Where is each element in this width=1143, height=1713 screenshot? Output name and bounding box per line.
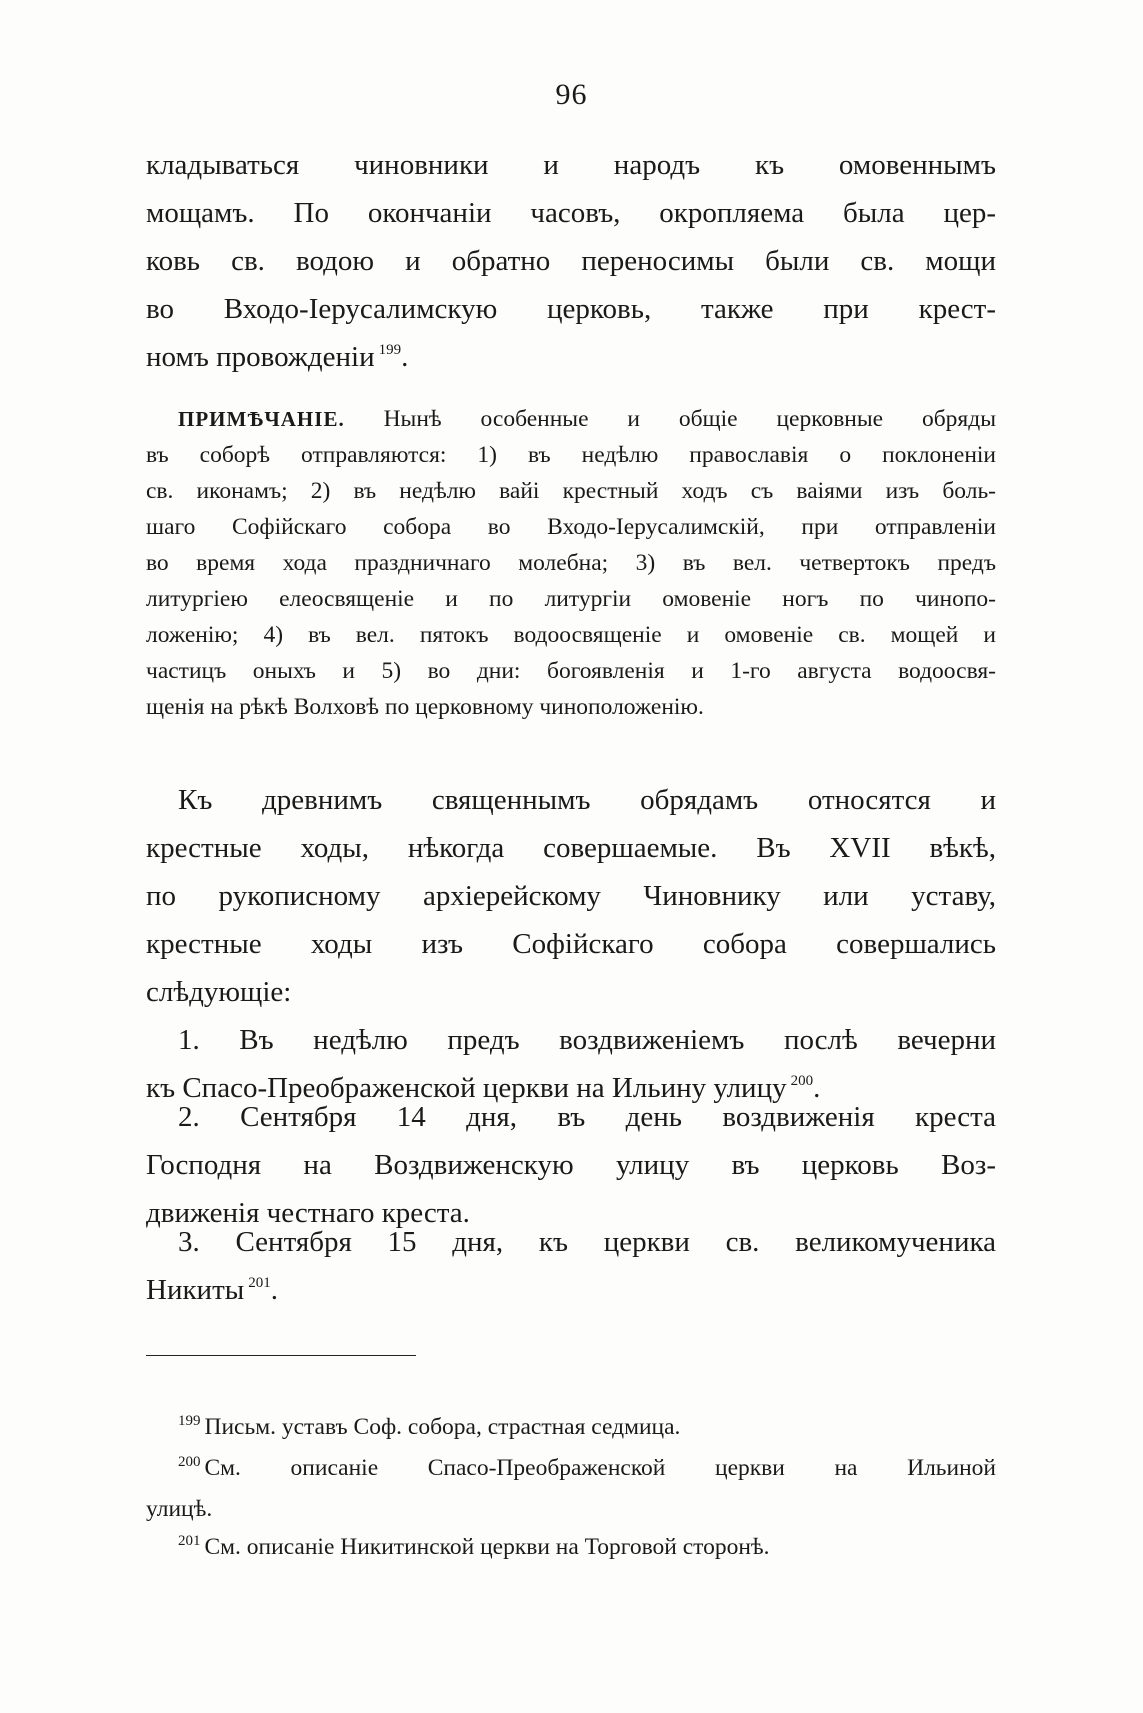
footnote-number: 201 bbox=[178, 1533, 201, 1549]
note-line: св. иконамъ; 2) въ недѣлю вайі крестный ходъ съ ваіями изъ боль- bbox=[146, 478, 996, 504]
list-item-2 bbox=[146, 1093, 996, 1237]
text-line: кладываться чиновники и народъ къ омовеннымъ bbox=[146, 149, 996, 181]
note-line: щенія на рѣкѣ Волховѣ по церковному чиноположенію. bbox=[146, 694, 704, 720]
footnote-number: 199 bbox=[178, 1413, 201, 1429]
footnote-text: См. описаніе Спасо-Преображенской церкви на Ильиной bbox=[204, 1455, 996, 1481]
footnote-ref-199: 199 bbox=[378, 342, 402, 358]
text-fragment: Никиты bbox=[146, 1274, 245, 1306]
note-label: ПРИМѢЧАНІЕ. bbox=[178, 407, 345, 431]
text-line: по рукописному архіерейскому Чиновнику или уставу, bbox=[146, 880, 996, 912]
text-line bbox=[146, 333, 996, 381]
text-line: мощамъ. По окончаніи часовъ, окропляема была цер- bbox=[146, 197, 996, 229]
paragraph-2 bbox=[146, 776, 996, 1016]
text-line: 2. Сентября 14 дня, въ день воздвиженія креста bbox=[178, 1101, 996, 1133]
text-line: слѣдующіе: bbox=[146, 976, 292, 1008]
note-block bbox=[146, 401, 996, 725]
footnote-201 bbox=[146, 1528, 996, 1569]
footnotes bbox=[146, 1408, 996, 1569]
text-line: движенія честнаго креста. bbox=[146, 1197, 470, 1229]
text-line: ковь св. водою и обратно переносимы были св. мощи bbox=[146, 245, 996, 277]
text-line: 1. Въ недѣлю предъ воздвиженіемъ послѣ вечерни bbox=[178, 1024, 996, 1056]
footnote-divider bbox=[146, 1355, 416, 1356]
page-number: 96 bbox=[555, 78, 588, 111]
text-line: крестные ходы изъ Софійскаго собора совершались bbox=[146, 928, 996, 960]
note-line: во время хода праздничнаго молебна; 3) въ вел. четвертокъ предъ bbox=[146, 550, 996, 576]
text-line: Господня на Воздвиженскую улицу въ церковь Воз- bbox=[146, 1149, 996, 1181]
text-fragment: номъ провожденіи bbox=[146, 341, 375, 373]
note-first-line bbox=[146, 401, 996, 437]
text-fragment: къ Спасо-Преображенской церкви на Ильину улицу bbox=[146, 1072, 787, 1104]
note-line: частицъ оныхъ и 5) во дни: богоявленія и 1-го августа водоосвя- bbox=[146, 658, 996, 684]
text-line: Къ древнимъ священнымъ обрядамъ относятся и bbox=[178, 784, 996, 816]
footnote-200 bbox=[146, 1449, 996, 1490]
list-item-3 bbox=[146, 1218, 996, 1314]
footnote-text: Письм. уставъ Соф. собора, страстная седмица. bbox=[204, 1414, 681, 1440]
footnote-199 bbox=[146, 1408, 996, 1449]
note-line: ложенію; 4) въ вел. пятокъ водоосвященіе и омовеніе св. мощей и bbox=[146, 622, 996, 648]
footnote-number: 200 bbox=[178, 1454, 201, 1470]
note-line: литургіею елеосвященіе и по литургіи омовеніе ногъ по чинопо- bbox=[146, 586, 996, 612]
text-line: во Входо-Іерусалимскую церковь, также при крест- bbox=[146, 293, 996, 325]
note-line: шаго Софійскаго собора во Входо-Іерусалимскій, при отправленіи bbox=[146, 514, 996, 540]
note-line: въ соборѣ отправляются: 1) въ недѣлю православія о поклоненіи bbox=[146, 442, 996, 468]
text-fragment: . bbox=[401, 341, 409, 373]
text-line bbox=[146, 1266, 996, 1314]
text-line: крестные ходы, нѣкогда совершаемые. Въ XVII вѣкѣ, bbox=[146, 832, 996, 864]
footnote-ref-200: 200 bbox=[790, 1073, 814, 1089]
text-fragment: Нынѣ особенные и общіе церковные обряды bbox=[383, 406, 996, 432]
text-line: 3. Сентября 15 дня, къ церкви св. великомученика bbox=[178, 1226, 996, 1258]
footnote-text: См. описаніе Никитинской церкви на Торговой сторонѣ. bbox=[204, 1534, 770, 1560]
text-fragment: . bbox=[813, 1072, 821, 1104]
text-fragment: . bbox=[270, 1274, 278, 1306]
paragraph-1 bbox=[146, 141, 996, 381]
footnote-ref-201: 201 bbox=[248, 1275, 271, 1291]
footnote-200-cont: улицѣ. bbox=[146, 1496, 213, 1522]
